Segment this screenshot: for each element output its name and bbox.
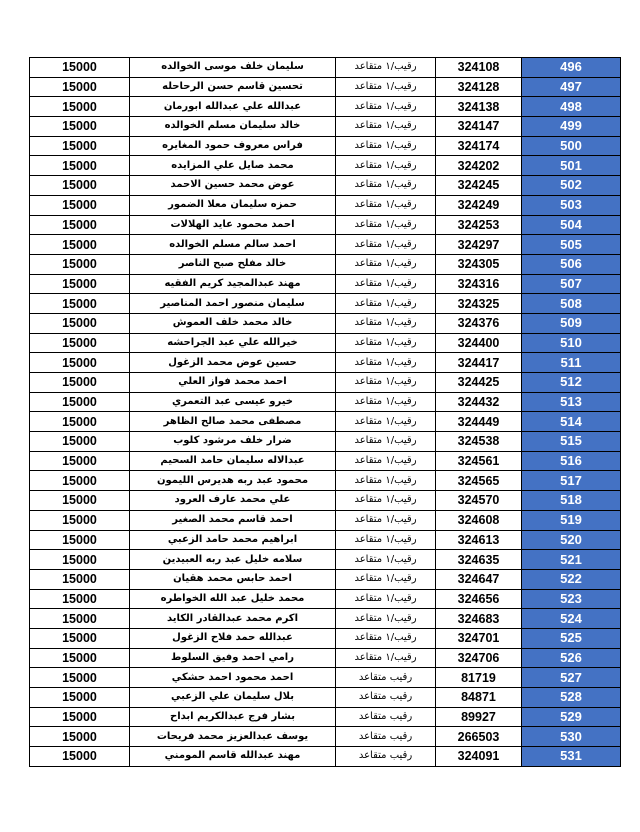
rank-cell: رقيب/١ متقاعد <box>336 235 436 255</box>
name-cell: عبدالاله سليمان حامد السحيم <box>130 451 336 471</box>
amount-cell: 15000 <box>30 274 130 294</box>
rank-cell: رقيب/١ متقاعد <box>336 373 436 393</box>
name-cell: احمد حابس محمد هقيان <box>130 569 336 589</box>
rank-cell: رقيب/١ متقاعد <box>336 156 436 176</box>
name-cell: عبدالله حمد فلاح الزغول <box>130 628 336 648</box>
rank-cell: رقيب/١ متقاعد <box>336 333 436 353</box>
sequence-number-cell: 529 <box>522 707 621 727</box>
amount-cell: 15000 <box>30 117 130 137</box>
military-number-cell: 324253 <box>436 215 522 235</box>
amount-cell: 15000 <box>30 688 130 708</box>
table-row <box>30 589 621 609</box>
amount-cell: 15000 <box>30 747 130 767</box>
pension-table-sheet <box>29 57 620 767</box>
rank-cell: رقيب/١ متقاعد <box>336 569 436 589</box>
table-row <box>30 313 621 333</box>
rank-cell: رقيب/١ متقاعد <box>336 510 436 530</box>
sequence-number-cell: 517 <box>522 471 621 491</box>
name-cell: محمد خليل عبد الله الخواطره <box>130 589 336 609</box>
military-number-cell: 324174 <box>436 136 522 156</box>
sequence-number-cell: 504 <box>522 215 621 235</box>
table-row <box>30 58 621 78</box>
military-number-cell: 324683 <box>436 609 522 629</box>
name-cell: بشار فرج عبدالكريم ابداح <box>130 707 336 727</box>
rank-cell: رقيب/١ متقاعد <box>336 412 436 432</box>
table-row <box>30 353 621 373</box>
sequence-number-cell: 496 <box>522 58 621 78</box>
amount-cell: 15000 <box>30 77 130 97</box>
amount-cell: 15000 <box>30 235 130 255</box>
table-row <box>30 747 621 767</box>
sequence-number-cell: 498 <box>522 97 621 117</box>
amount-cell: 15000 <box>30 392 130 412</box>
sequence-number-cell: 518 <box>522 491 621 511</box>
amount-cell: 15000 <box>30 136 130 156</box>
sequence-number-cell: 524 <box>522 609 621 629</box>
rank-cell: رقيب/١ متقاعد <box>336 58 436 78</box>
table-row <box>30 136 621 156</box>
sequence-number-cell: 521 <box>522 550 621 570</box>
table-row <box>30 550 621 570</box>
name-cell: خيرالله علي عبد الجراحشه <box>130 333 336 353</box>
name-cell: عبدالله علي عبدالله ابورمان <box>130 97 336 117</box>
table-row <box>30 451 621 471</box>
sequence-number-cell: 505 <box>522 235 621 255</box>
rank-cell: رقيب متقاعد <box>336 688 436 708</box>
amount-cell: 15000 <box>30 727 130 747</box>
rank-cell: رقيب/١ متقاعد <box>336 353 436 373</box>
military-number-cell: 324108 <box>436 58 522 78</box>
table-row <box>30 668 621 688</box>
sequence-number-cell: 507 <box>522 274 621 294</box>
sequence-number-cell: 513 <box>522 392 621 412</box>
name-cell: احمد سالم مسلم الخوالده <box>130 235 336 255</box>
amount-cell: 15000 <box>30 707 130 727</box>
military-number-cell: 324128 <box>436 77 522 97</box>
amount-cell: 15000 <box>30 156 130 176</box>
military-number-cell: 324449 <box>436 412 522 432</box>
name-cell: مهند عبدالله قاسم المومني <box>130 747 336 767</box>
rank-cell: رقيب متقاعد <box>336 707 436 727</box>
rank-cell: رقيب/١ متقاعد <box>336 136 436 156</box>
table-row <box>30 156 621 176</box>
table-row <box>30 471 621 491</box>
military-number-cell: 324297 <box>436 235 522 255</box>
military-number-cell: 324376 <box>436 313 522 333</box>
military-number-cell: 324147 <box>436 117 522 137</box>
sequence-number-cell: 510 <box>522 333 621 353</box>
military-number-cell: 324613 <box>436 530 522 550</box>
military-number-cell: 324647 <box>436 569 522 589</box>
sequence-number-cell: 530 <box>522 727 621 747</box>
name-cell: احمد محمود احمد حشكي <box>130 668 336 688</box>
military-number-cell: 81719 <box>436 668 522 688</box>
amount-cell: 15000 <box>30 333 130 353</box>
amount-cell: 15000 <box>30 432 130 452</box>
amount-cell: 15000 <box>30 97 130 117</box>
amount-cell: 15000 <box>30 412 130 432</box>
military-number-cell: 324305 <box>436 254 522 274</box>
rank-cell: رقيب/١ متقاعد <box>336 589 436 609</box>
military-number-cell: 324656 <box>436 589 522 609</box>
amount-cell: 15000 <box>30 628 130 648</box>
table-row <box>30 254 621 274</box>
sequence-number-cell: 499 <box>522 117 621 137</box>
rank-cell: رقيب/١ متقاعد <box>336 77 436 97</box>
table-row <box>30 609 621 629</box>
rank-cell: رقيب/١ متقاعد <box>336 530 436 550</box>
rank-cell: رقيب/١ متقاعد <box>336 648 436 668</box>
table-row <box>30 195 621 215</box>
military-number-cell: 324701 <box>436 628 522 648</box>
amount-cell: 15000 <box>30 373 130 393</box>
amount-cell: 15000 <box>30 550 130 570</box>
amount-cell: 15000 <box>30 58 130 78</box>
sequence-number-cell: 528 <box>522 688 621 708</box>
table-row <box>30 412 621 432</box>
table-row <box>30 176 621 196</box>
name-cell: احمد محمود عايد الهلالات <box>130 215 336 235</box>
amount-cell: 15000 <box>30 609 130 629</box>
amount-cell: 15000 <box>30 353 130 373</box>
name-cell: احمد محمد فواز العلي <box>130 373 336 393</box>
military-number-cell: 324706 <box>436 648 522 668</box>
table-row <box>30 117 621 137</box>
sequence-number-cell: 522 <box>522 569 621 589</box>
name-cell: يوسف عبدالعزيز محمد فريحات <box>130 727 336 747</box>
rank-cell: رقيب/١ متقاعد <box>336 609 436 629</box>
sequence-number-cell: 525 <box>522 628 621 648</box>
amount-cell: 15000 <box>30 569 130 589</box>
rank-cell: رقيب/١ متقاعد <box>336 117 436 137</box>
rank-cell: رقيب/١ متقاعد <box>336 491 436 511</box>
military-number-cell: 324570 <box>436 491 522 511</box>
name-cell: احمد قاسم محمد الصغير <box>130 510 336 530</box>
military-number-cell: 324635 <box>436 550 522 570</box>
sequence-number-cell: 508 <box>522 294 621 314</box>
amount-cell: 15000 <box>30 176 130 196</box>
name-cell: عوض محمد حسين الاحمد <box>130 176 336 196</box>
table-row <box>30 294 621 314</box>
military-number-cell: 324432 <box>436 392 522 412</box>
sequence-number-cell: 523 <box>522 589 621 609</box>
name-cell: محمد صايل علي المزايده <box>130 156 336 176</box>
rank-cell: رقيب/١ متقاعد <box>336 451 436 471</box>
sequence-number-cell: 515 <box>522 432 621 452</box>
rank-cell: رقيب/١ متقاعد <box>336 550 436 570</box>
rank-cell: رقيب/١ متقاعد <box>336 471 436 491</box>
table-row <box>30 648 621 668</box>
military-number-cell: 324245 <box>436 176 522 196</box>
military-number-cell: 324138 <box>436 97 522 117</box>
military-number-cell: 84871 <box>436 688 522 708</box>
military-number-cell: 324316 <box>436 274 522 294</box>
name-cell: فراس معروف حمود المغايره <box>130 136 336 156</box>
sequence-number-cell: 516 <box>522 451 621 471</box>
rank-cell: رقيب/١ متقاعد <box>336 274 436 294</box>
rank-cell: رقيب متقاعد <box>336 747 436 767</box>
amount-cell: 15000 <box>30 530 130 550</box>
table-row <box>30 97 621 117</box>
sequence-number-cell: 531 <box>522 747 621 767</box>
amount-cell: 15000 <box>30 491 130 511</box>
name-cell: اكرم محمد عبدالقادر الكايد <box>130 609 336 629</box>
rank-cell: رقيب متقاعد <box>336 727 436 747</box>
table-row <box>30 373 621 393</box>
sequence-number-cell: 506 <box>522 254 621 274</box>
sequence-number-cell: 503 <box>522 195 621 215</box>
sequence-number-cell: 497 <box>522 77 621 97</box>
table-row <box>30 688 621 708</box>
amount-cell: 15000 <box>30 589 130 609</box>
sequence-number-cell: 500 <box>522 136 621 156</box>
military-number-cell: 324561 <box>436 451 522 471</box>
military-number-cell: 89927 <box>436 707 522 727</box>
table-row <box>30 569 621 589</box>
amount-cell: 15000 <box>30 195 130 215</box>
pension-table <box>29 57 621 767</box>
table-body <box>30 58 621 767</box>
amount-cell: 15000 <box>30 451 130 471</box>
military-number-cell: 324091 <box>436 747 522 767</box>
name-cell: خالد محمد خلف العموش <box>130 313 336 333</box>
military-number-cell: 324202 <box>436 156 522 176</box>
table-row <box>30 707 621 727</box>
table-row <box>30 530 621 550</box>
sequence-number-cell: 519 <box>522 510 621 530</box>
name-cell: محمود عبد ربه هديرس الليمون <box>130 471 336 491</box>
rank-cell: رقيب متقاعد <box>336 668 436 688</box>
military-number-cell: 324565 <box>436 471 522 491</box>
table-row <box>30 333 621 353</box>
rank-cell: رقيب/١ متقاعد <box>336 294 436 314</box>
military-number-cell: 324425 <box>436 373 522 393</box>
sequence-number-cell: 511 <box>522 353 621 373</box>
name-cell: مهند عبدالمجيد كريم الفقيه <box>130 274 336 294</box>
sequence-number-cell: 526 <box>522 648 621 668</box>
name-cell: ابراهيم محمد حامد الزعبي <box>130 530 336 550</box>
rank-cell: رقيب/١ متقاعد <box>336 215 436 235</box>
name-cell: تحسين قاسم حسن الرحاحله <box>130 77 336 97</box>
table-row <box>30 510 621 530</box>
sequence-number-cell: 501 <box>522 156 621 176</box>
name-cell: سليمان خلف موسى الخوالده <box>130 58 336 78</box>
sequence-number-cell: 527 <box>522 668 621 688</box>
military-number-cell: 324608 <box>436 510 522 530</box>
sequence-number-cell: 520 <box>522 530 621 550</box>
rank-cell: رقيب/١ متقاعد <box>336 313 436 333</box>
name-cell: رامي احمد وفيق السلوط <box>130 648 336 668</box>
rank-cell: رقيب/١ متقاعد <box>336 195 436 215</box>
sequence-number-cell: 514 <box>522 412 621 432</box>
rank-cell: رقيب/١ متقاعد <box>336 628 436 648</box>
amount-cell: 15000 <box>30 313 130 333</box>
amount-cell: 15000 <box>30 648 130 668</box>
name-cell: حسين عوض محمد الزغول <box>130 353 336 373</box>
table-row <box>30 491 621 511</box>
amount-cell: 15000 <box>30 254 130 274</box>
rank-cell: رقيب/١ متقاعد <box>336 392 436 412</box>
table-row <box>30 215 621 235</box>
amount-cell: 15000 <box>30 471 130 491</box>
name-cell: مصطفى محمد صالح الظاهر <box>130 412 336 432</box>
rank-cell: رقيب/١ متقاعد <box>336 432 436 452</box>
name-cell: خالد سليمان مسلم الخوالده <box>130 117 336 137</box>
military-number-cell: 324417 <box>436 353 522 373</box>
name-cell: خيرو عيسى عبد التعمري <box>130 392 336 412</box>
name-cell: ضرار خلف مرشود كلوب <box>130 432 336 452</box>
table-row <box>30 392 621 412</box>
sequence-number-cell: 502 <box>522 176 621 196</box>
name-cell: علي محمد عارف العرود <box>130 491 336 511</box>
amount-cell: 15000 <box>30 294 130 314</box>
table-row <box>30 432 621 452</box>
name-cell: سليمان منصور احمد المناصير <box>130 294 336 314</box>
rank-cell: رقيب/١ متقاعد <box>336 97 436 117</box>
military-number-cell: 324325 <box>436 294 522 314</box>
table-row <box>30 77 621 97</box>
table-row <box>30 628 621 648</box>
sequence-number-cell: 512 <box>522 373 621 393</box>
name-cell: حمزه سليمان معلا الضمور <box>130 195 336 215</box>
military-number-cell: 324249 <box>436 195 522 215</box>
amount-cell: 15000 <box>30 510 130 530</box>
table-row <box>30 235 621 255</box>
table-row <box>30 274 621 294</box>
rank-cell: رقيب/١ متقاعد <box>336 254 436 274</box>
amount-cell: 15000 <box>30 668 130 688</box>
name-cell: سلامه خليل عبد ربه العبيدين <box>130 550 336 570</box>
amount-cell: 15000 <box>30 215 130 235</box>
military-number-cell: 324400 <box>436 333 522 353</box>
military-number-cell: 324538 <box>436 432 522 452</box>
sequence-number-cell: 509 <box>522 313 621 333</box>
name-cell: خالد مفلح صبح الناصر <box>130 254 336 274</box>
rank-cell: رقيب/١ متقاعد <box>336 176 436 196</box>
military-number-cell: 266503 <box>436 727 522 747</box>
table-row <box>30 727 621 747</box>
name-cell: بلال سليمان علي الزعبي <box>130 688 336 708</box>
